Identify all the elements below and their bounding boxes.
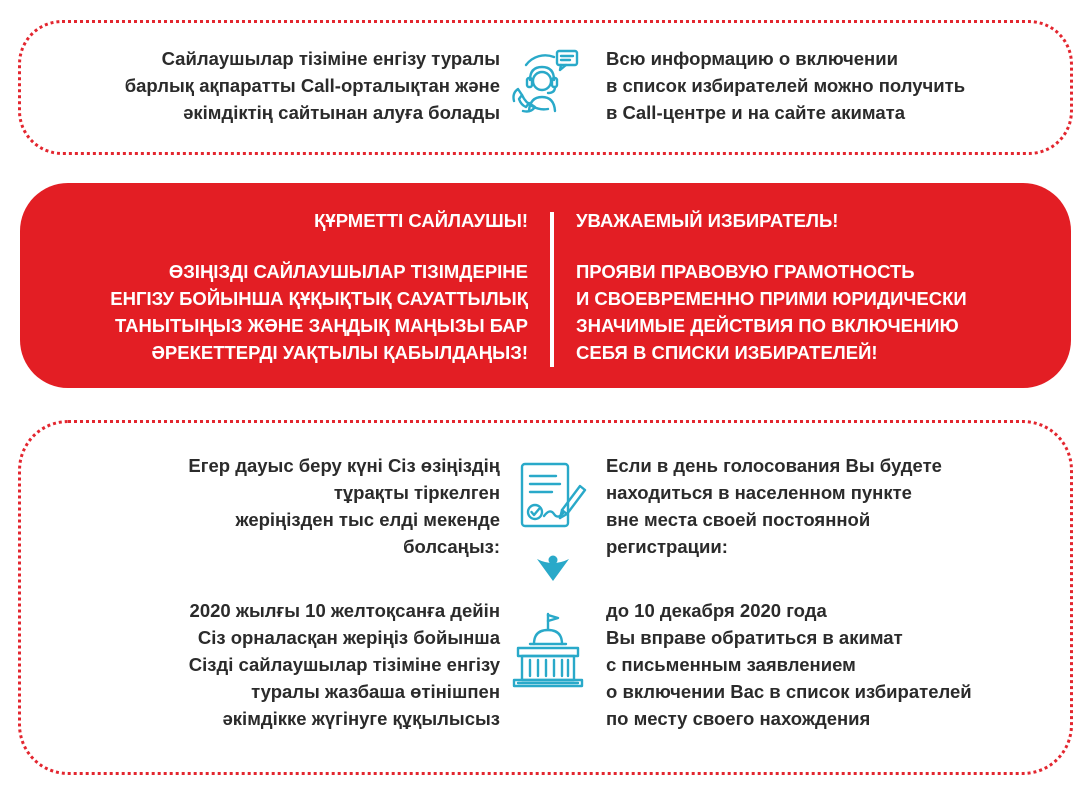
text-line: ТАНЫТЫҢЫЗ ЖӘНЕ ЗАҢДЫҚ МАҢЫЗЫ БАР — [115, 315, 528, 336]
text-line: барлық ақпаратты Call-орталықтан және — [124, 75, 500, 96]
text-line: Если в день голосования Вы будете — [606, 455, 942, 476]
banner-body-ru — [576, 258, 1046, 366]
text-line: жеріңізден тыс елді мекенде — [235, 509, 500, 530]
text-line: в Call-центре и на сайте акимата — [606, 102, 906, 123]
text-line: туралы жазбаша өтінішпен — [251, 681, 500, 702]
callcenter-info-kz — [40, 45, 500, 126]
text-line: ӨЗІҢІЗДІ САЙЛАУШЫЛАР ТІЗІМДЕРІНЕ — [168, 261, 528, 282]
text-line: находиться в населенном пункте — [606, 482, 912, 503]
condition-text-ru — [606, 452, 1056, 560]
signed-document-icon — [512, 458, 590, 536]
text-line: о включении Вас в список избирателей — [606, 681, 972, 702]
text-line: тұрақты тіркелген — [333, 482, 500, 503]
text-line: регистрации: — [606, 536, 728, 557]
text-line: с письменным заявлением — [606, 654, 856, 675]
text-line: Сайлаушылар тізіміне енгізу туралы — [161, 48, 500, 69]
text-line: СЕБЯ В СПИСКИ ИЗБИРАТЕЛЕЙ! — [576, 342, 878, 363]
banner-divider — [550, 212, 554, 367]
text-line: ПРОЯВИ ПРАВОВУЮ ГРАМОТНОСТЬ — [576, 261, 915, 282]
action-text-kz — [40, 597, 500, 732]
text-line: болсаңыз: — [403, 536, 500, 557]
text-line: И СВОЕВРЕМЕННО ПРИМИ ЮРИДИЧЕСКИ — [576, 288, 967, 309]
text-line: Сіз орналасқан жеріңіз бойынша — [197, 627, 500, 648]
banner-body-kz — [40, 258, 528, 366]
text-line: әкімдіктің сайтынан алуға болады — [183, 102, 500, 123]
text-line: Егер дауыс беру күні Сіз өзіңіздің — [188, 455, 500, 476]
government-building-icon — [508, 610, 588, 692]
text-line: 2020 жылғы 10 желтоқсанға дейін — [189, 600, 500, 621]
text-line: вне места своей постоянной — [606, 509, 871, 530]
text-line: Сізді сайлаушылар тізіміне енгізу — [188, 654, 500, 675]
banner-title-kz: ҚҰРМЕТТІ САЙЛАУШЫ! — [314, 210, 528, 231]
text-line: ӘРЕКЕТТЕРДІ УАҚТЫЛЫ ҚАБЫЛДАҢЫЗ! — [151, 342, 528, 363]
text-line: Вы вправе обратиться в акимат — [606, 627, 903, 648]
text-line: до 10 декабря 2020 года — [606, 600, 827, 621]
text-line: по месту своего нахождения — [606, 708, 871, 729]
banner-title-ru: УВАЖАЕМЫЙ ИЗБИРАТЕЛЬ! — [576, 210, 839, 231]
text-line: ЗНАЧИМЫЕ ДЕЙСТВИЯ ПО ВКЛЮЧЕНИЮ — [576, 315, 959, 336]
action-text-ru — [606, 597, 1056, 732]
text-line: әкімдікке жүгінуге құқылысыз — [222, 708, 500, 729]
condition-text-kz — [40, 452, 500, 560]
call-center-operator-icon — [508, 43, 588, 123]
text-line: ЕНГІЗУ БОЙЫНША ҚҰҚЫҚТЫҚ САУАТТЫЛЫҚ — [110, 288, 528, 309]
callcenter-info-ru — [606, 45, 1056, 126]
down-arrow-icon — [533, 553, 573, 585]
text-line: Всю информацию о включении — [606, 48, 898, 69]
text-line: в список избирателей можно получить — [606, 75, 966, 96]
